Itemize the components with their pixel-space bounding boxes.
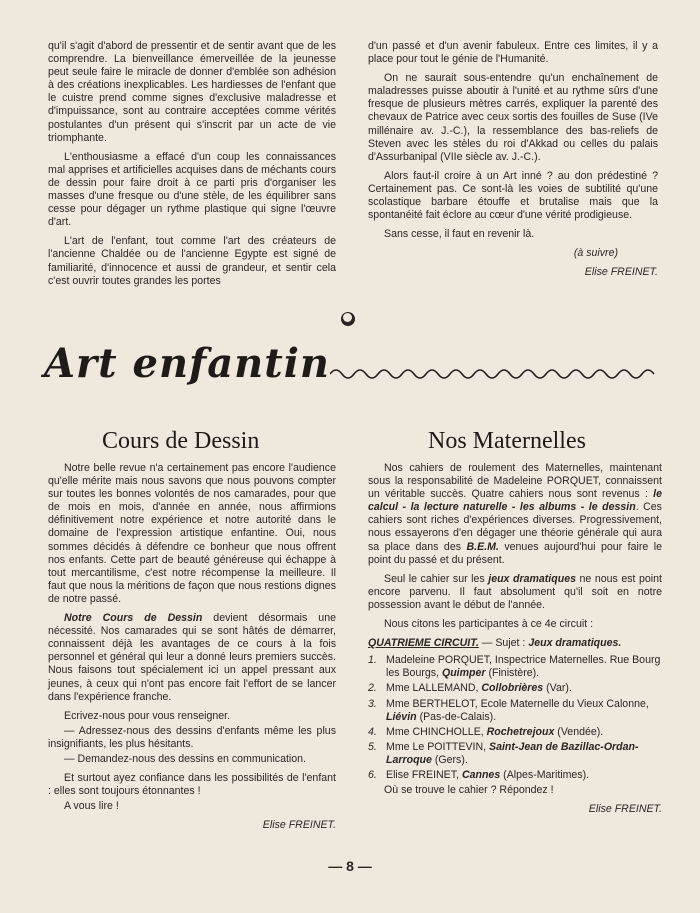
town: Collobrières	[481, 682, 544, 695]
item-number: 3.	[368, 697, 377, 710]
paragraph: d'un passé et d'un avenir fabuleux. Entre ces limites, il y a place pour tout le génie de l'Humanité.	[368, 40, 658, 66]
text: Seul le cahier sur les	[384, 572, 489, 585]
paragraph	[48, 612, 336, 704]
item-number: 1.	[368, 654, 377, 667]
list-item	[368, 654, 662, 680]
paragraph	[368, 573, 662, 612]
list-item	[368, 741, 662, 767]
text: (Gers).	[431, 753, 468, 766]
paragraph: On ne saurait sous-entendre qu'un enchaînement de maladresses puisse aboutir à l'unité et au rythme sûrs d'une fresque de plusieurs mètres carrés, expliquer la parenté des chevaux de Patrice avec ceux sortis des fouilles de Suse (IVe millénaire av. J.-C.), la ressemblance des bas-reliefs de Steven avec les stèles du roi d'Akkad ou celles du palais d'Assurbanipal (VIIe siècle av. J.-C.).	[368, 72, 658, 163]
text: (Alpes-Maritimes).	[500, 768, 590, 781]
paragraph: — Demandez-nous des dessins en communication.	[64, 752, 307, 765]
paragraph: — Adressez-nous des dessins d'enfants même les plus insignifiants, les plus hésitants.	[48, 724, 336, 750]
town: Saint-Jean de Bazillac-Ordan-Larroque	[386, 740, 639, 766]
emphasis: B.E.M.	[466, 540, 499, 553]
town: Cannes	[461, 768, 501, 781]
paragraph: A vous lire !	[64, 800, 119, 813]
circuit-subject: Jeux dramatiques.	[528, 637, 622, 650]
paragraph: Où se trouve le cahier ? Répondez !	[384, 784, 554, 797]
text: Mme CHINCHOLLE,	[386, 725, 487, 738]
paragraph: qu'il s'agit d'abord de pressentir et de sentir avant que de les comprendre. La bienveillance émerveillée de la jeunesse peut seule faire le miracle de donner d'emblée son adhésion à des créations inexplicables. Les hardiesses de l'enfant que le cuistre prend comme signes d'exclusive maladresse et d'impuissance, sont au contraire acceptées comme vérités postulantes d'un présent qui s'inscrit par un acte de vie triomphante.	[48, 40, 336, 144]
circuit-label: QUATRIEME CIRCUIT.	[368, 637, 479, 650]
top-right-column	[368, 40, 658, 286]
text: Nos cahiers de roulement des Maternelles, maintenant sous la responsabilité de Madeleine PORQUET, connaissent un véritable succès. Quatre cahiers nous sont revenus :	[368, 462, 662, 501]
text: . Ces cahiers sont riches d'expériences diverses. Progressivement, nous essayerons d'en dégager une théorie générale qui aura sa place dans des	[368, 501, 662, 553]
text: (Var).	[543, 682, 572, 695]
paragraph: Sans cesse, il faut en revenir là.	[384, 228, 535, 241]
list-item	[368, 769, 662, 782]
text: (Finistère).	[485, 667, 540, 680]
town: Liévin	[386, 710, 417, 723]
text: venues aujourd'hui pour faire le point du passé et du présent.	[368, 540, 662, 566]
text: devient désormais une nécessité. Nos camarades qui se sont hâtés de démarrer, connaissent déjà les avantages de ce cours à la fois personnel et général qui leur a donné leurs premiers succès. Nous faisons tout spécialement ici un appel pressant aux jeunes, à ceux qui n'ont pas encore fait l'effort de se lancer dans l'expérience franche.	[48, 612, 336, 703]
text: Mme Le POITTEVIN,	[386, 740, 490, 753]
town: Quimper	[441, 667, 486, 680]
item-number: 5.	[368, 740, 377, 753]
signature: Elise FREINET.	[584, 266, 658, 279]
list-item	[368, 726, 662, 739]
cours-de-dessin-column	[48, 462, 336, 838]
text: — Sujet :	[478, 637, 529, 650]
text: Mme BERTHELOT, Ecole Maternelle du Vieux Calonne,	[386, 697, 649, 710]
signature: Elise FREINET.	[588, 803, 662, 816]
text: Mme LALLEMAND,	[386, 682, 482, 695]
paragraph: Alors faut-il croire à un Art inné ? au don prédestiné ? Certainement pas. Ce sont-là les voies de subtilité qu'une scolastique barbare étouffe et brutalise mais que la spontanéité fait éclore au cœur d'une vérité prodigieuse.	[368, 169, 658, 222]
cours-de-dessin-heading: Cours de Dessin	[102, 428, 260, 454]
item-number: 4.	[368, 725, 377, 738]
emphasis: Notre Cours de Dessin	[64, 612, 203, 625]
circuit-line	[368, 637, 662, 650]
section-title: Art enfantin	[44, 340, 331, 387]
paragraph: Nous citons les participantes à ce 4e circuit :	[384, 618, 594, 631]
list-item	[368, 682, 662, 695]
page-number: — 8 —	[328, 858, 372, 874]
paragraph: Ecrivez-nous pour vous renseigner.	[64, 709, 231, 722]
item-number: 2.	[368, 682, 377, 695]
list-item	[368, 698, 662, 724]
item-number: 6.	[368, 768, 377, 781]
paragraph: L'art de l'enfant, tout comme l'art des créateurs de l'ancienne Chaldée ou de l'ancienne Egypte est signé de familiarité, d'innocence et aussi de grandeur, et sentir cela c'est ouvrir toutes grandes les portes	[48, 235, 336, 287]
emphasis: le calcul - la lecture naturelle - les albums - le dessin	[368, 488, 662, 514]
text: Madeleine PORQUET, Inspectrice Maternelles. Rue Bourg les Bourgs,	[386, 654, 661, 680]
paragraph: L'enthousiasme a effacé d'un coup les connaissances mal apprises et artificielles acquises dans de méchants cours de dessin pour faire droit à ce parti pris d'organiser les masses d'une fresque ou d'une stèle, de les équilibrer sans cesse pour dégager un rythme plastique qui signe l'œuvre d'art.	[48, 150, 336, 229]
text: ne nous est point encore parvenu. Il faut absolument qu'il soit en notre possession avant le début de l'année.	[368, 572, 662, 611]
to-be-continued: (à suivre)	[573, 247, 618, 260]
paragraph: Et surtout ayez confiance dans les possibilités de l'enfant : elles sont toujours étonnantes !	[48, 772, 336, 798]
nos-maternelles-column	[368, 462, 662, 822]
paragraph	[368, 462, 662, 567]
participants-list	[368, 654, 662, 782]
emphasis: jeux dramatiques	[488, 572, 576, 585]
town: Rochetrejoux	[486, 725, 555, 738]
nos-maternelles-heading: Nos Maternelles	[428, 428, 586, 454]
text: (Pas-de-Calais).	[416, 710, 497, 723]
paragraph: Notre belle revue n'a certainement pas encore l'audience qu'elle mérite mais nous savons que nous pouvons compter sur toutes les bonnes volontés de nos camarades, pour que de mois en mois, d'année en année, nous affirmions définitivement notre expérience et notre autorité dans le domaine de l'expression artistique enfantine. Oui, nous sommes décidés à défendre ce bonheur que nous offrent nos enfants. Cette part de beauté généreuse qui échappe à tout mercantilisme, c'est notre récompense la meilleure. Il faut que nous la méritions de façon que nous restions dignes de notre passé.	[48, 462, 336, 605]
text: (Vendée).	[554, 725, 604, 738]
crescent-ornament-icon	[341, 312, 355, 326]
signature: Elise FREINET.	[262, 819, 336, 832]
top-left-column	[48, 40, 336, 294]
wave-rule-icon	[330, 362, 662, 386]
text: Elise FREINET,	[386, 768, 462, 781]
